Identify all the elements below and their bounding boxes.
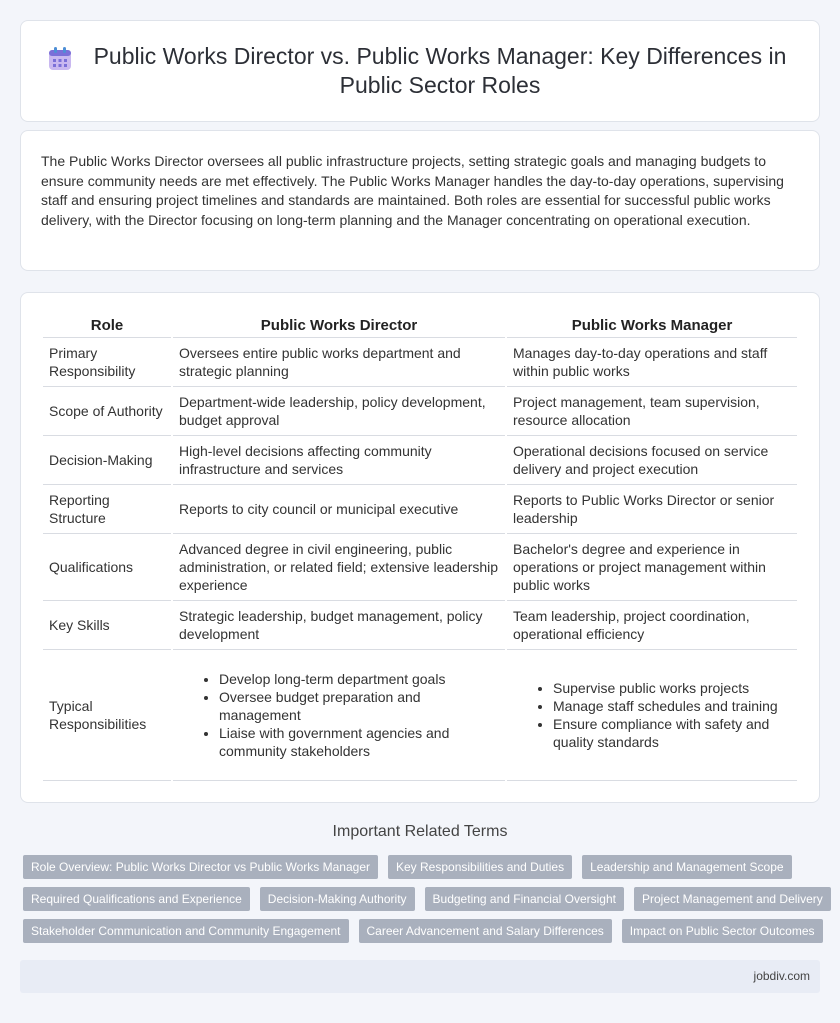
row-label: Primary Responsibility	[43, 338, 171, 387]
tag-role-overview[interactable]: Role Overview: Public Works Director vs Public Works Manager	[23, 855, 378, 879]
director-cell: Oversees entire public works department and strategic planning	[173, 338, 505, 387]
tag-row	[23, 887, 823, 911]
header-manager: Public Works Manager	[507, 311, 797, 338]
list-item: • Liaise with government agencies and community stakeholders	[219, 724, 499, 760]
tag-project-management[interactable]: Project Management and Delivery	[634, 887, 831, 911]
table-row	[43, 485, 797, 534]
related-terms-tags	[23, 855, 823, 951]
table-row	[43, 650, 797, 781]
footer-site-link[interactable]: jobdiv.com	[753, 969, 810, 983]
row-label: Reporting Structure	[43, 485, 171, 534]
header-role: Role	[43, 311, 171, 338]
table-header-row	[43, 311, 797, 338]
tag-budgeting[interactable]: Budgeting and Financial Oversight	[425, 887, 624, 911]
manager-cell: Manages day-to-day operations and staff within public works	[507, 338, 797, 387]
tag-qualifications[interactable]: Required Qualifications and Experience	[23, 887, 250, 911]
row-label: Scope of Authority	[43, 387, 171, 436]
tag-stakeholder-communication[interactable]: Stakeholder Communication and Community Engagement	[23, 919, 349, 943]
list-item: • Supervise public works projects	[553, 679, 791, 697]
director-cell: Strategic leadership, budget management, policy development	[173, 601, 505, 650]
director-cell	[173, 650, 505, 781]
comparison-card	[20, 292, 820, 803]
calendar-icon	[47, 46, 73, 72]
row-label: Decision-Making	[43, 436, 171, 485]
tag-impact-outcomes[interactable]: Impact on Public Sector Outcomes	[622, 919, 823, 943]
director-responsibilities-list	[179, 670, 499, 760]
director-cell: Reports to city council or municipal executive	[173, 485, 505, 534]
row-label: Typical Responsibilities	[43, 650, 171, 781]
manager-cell	[507, 650, 797, 781]
table-row	[43, 436, 797, 485]
director-cell: Department-wide leadership, policy development, budget approval	[173, 387, 505, 436]
table-row	[43, 387, 797, 436]
manager-cell: Bachelor's degree and experience in operations or project management within public works	[507, 534, 797, 601]
table-row	[43, 534, 797, 601]
tag-decision-making[interactable]: Decision-Making Authority	[260, 887, 415, 911]
tag-leadership-scope[interactable]: Leadership and Management Scope	[582, 855, 791, 879]
tag-career-advancement[interactable]: Career Advancement and Salary Differences	[359, 919, 612, 943]
manager-cell: Team leadership, project coordination, operational efficiency	[507, 601, 797, 650]
list-item: • Manage staff schedules and training	[553, 697, 791, 715]
tag-key-responsibilities[interactable]: Key Responsibilities and Duties	[388, 855, 572, 879]
tag-row	[23, 919, 823, 943]
footer	[20, 960, 820, 993]
header-card	[20, 20, 820, 122]
row-label: Key Skills	[43, 601, 171, 650]
intro-card	[20, 130, 820, 271]
intro-paragraph: The Public Works Director oversees all public infrastructure projects, setting strategic goals and managing budgets to ensure community needs are met effectively. The Public Works Manager handles the day-to-day operations, supervising staff and ensuring project timelines and standards are maintained. Both roles are essential for successful public works delivery, with the Director focusing on long-term planning and the Manager concentrating on operational execution.	[41, 153, 784, 228]
list-item: • Ensure compliance with safety and quality standards	[553, 715, 791, 751]
related-terms-title: Important Related Terms	[332, 823, 508, 840]
director-cell: High-level decisions affecting community infrastructure and services	[173, 436, 505, 485]
row-label: Qualifications	[43, 534, 171, 601]
manager-cell: Project management, team supervision, resource allocation	[507, 387, 797, 436]
manager-cell: Operational decisions focused on service delivery and project execution	[507, 436, 797, 485]
list-item: • Oversee budget preparation and management	[219, 688, 499, 724]
manager-responsibilities-list	[513, 679, 791, 751]
tag-row	[23, 855, 823, 879]
header-director: Public Works Director	[173, 311, 505, 338]
manager-cell: Reports to Public Works Director or senior leadership	[507, 485, 797, 534]
page-title: Public Works Director vs. Public Works Manager: Key Differences in Public Sector Roles	[93, 43, 787, 98]
list-item: • Develop long-term department goals	[219, 670, 499, 688]
table-row	[43, 601, 797, 650]
comparison-table	[41, 311, 799, 781]
director-cell: Advanced degree in civil engineering, public administration, or related field; extensive leadership experience	[173, 534, 505, 601]
table-row	[43, 338, 797, 387]
